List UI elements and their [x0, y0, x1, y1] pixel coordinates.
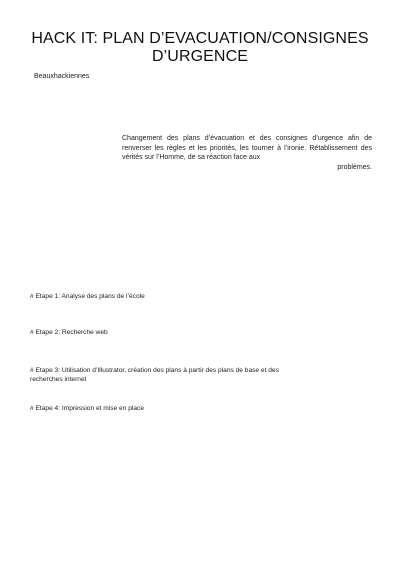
- step-2: # Etape 2: Recherche web: [30, 329, 108, 336]
- author-name: Beauxhackiennes: [34, 73, 90, 80]
- title-line-1: HACK IT: PLAN D’EVACUATION/CONSIGNES: [31, 30, 369, 47]
- document-title: [20, 30, 380, 66]
- abstract-text: Changement des plans d’évacuation et des consignes d’urgence afin de renverser les règles et les priorités, les tourner à l’ironie. Rétablissement des vérités sur l’Homme, de sa réaction face aux: [122, 135, 372, 161]
- abstract-last-line: problèmes.: [337, 163, 372, 171]
- abstract-paragraph: [122, 134, 372, 172]
- step-1: # Etape 1: Analyse des plans de l’école: [30, 293, 145, 300]
- step-4: # Etape 4: Impression et mise en place: [30, 405, 144, 412]
- title-line-2: D’URGENCE: [151, 48, 249, 65]
- step-3: # Etape 3: Utilisation d’Illustrator, création des plans à partir des plans de base et des recherches internet: [30, 367, 279, 383]
